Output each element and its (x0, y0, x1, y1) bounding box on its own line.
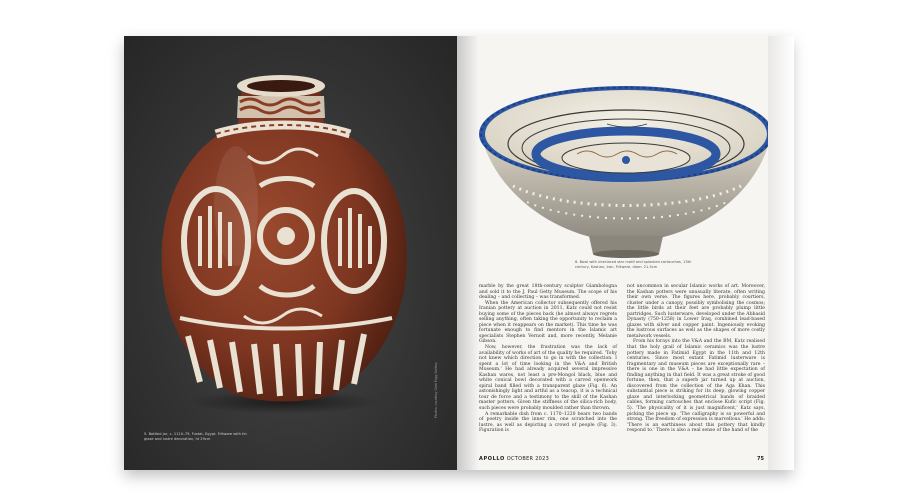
paragraph: When the American collector subsequently offered his Iranian pottery at auction in 2011, Katz could not resist buying some of the pieces back (he almost always regrets selling anything, often taking the opportunity to reclaim a piece when it reappears on the market). This time he was fortunate enough to find mentors in the Islamic art specialists Stephen Vernoit and, more recently, Melanie Gibson. (479, 300, 617, 345)
right-figure-caption: 6. Bowl with interlaced star motif and splashed cartouches, 13th century, Kashan, Iran. Fritware, diam. 21.5cm (575, 260, 692, 269)
page-edge (768, 36, 794, 470)
paragraph: A remarkable dish from c. 1170–1220 bears two bands of poetry inside the inner rim, one scratched into the lustre, as well as depicting a crowd of people (Fig. 3). Figuration is (479, 411, 617, 434)
running-footer (479, 456, 549, 462)
article-column-one (479, 284, 617, 434)
photo-credit: Photos: courtesy Sam Fogg Gallery (434, 362, 438, 418)
left-figure-caption: 5. Bottled jar, c. 1110–79, Fustat, Egypt. Fritware with tin glaze and lustre decoration, ht 29cm (144, 432, 247, 441)
paragraph: marble by the great 18th-century sculptor Giambologna and sold it to the J. Paul Getty Museum. The scope of his dealing – and collecting – was transformed. (479, 284, 617, 301)
kashan-bowl-photo (457, 36, 792, 266)
issue-date: OCTOBER 2023 (506, 456, 550, 462)
fatimid-jar-photo (124, 36, 457, 470)
left-page (124, 36, 457, 470)
paragraph: not uncommon in secular Islamic works of art. Moreover, the Kashan potters were unusually literate, often writing their own verse. The figures here, probably courtiers, cluster under a canopy, possibly symbolising the cosmos; the little birds at their feet are probably plump little partridges. Such lusterware, developed under the Abbasid Dynasty (750–1258) in Lower Iraq, combined lead-based glazes with silver and copper paint. Ingeniously evoking the lustrous surfaces as well as the shapes of more costly metalwork vessels. (627, 284, 765, 339)
page-number: 75 (757, 456, 764, 462)
magazine-spread (124, 36, 792, 470)
paragraph: Now, however, the frustration was the lack of availability of works of art of the quality he required. 'Toby not knew which direction to go in with the collection. I spent a lot of time looking in the V&A and British Museum.' He had already acquired several impressive Kashan wares, not least a pre-Mongol black, blue and white conical bowl decorated with a carved openwork spiral band filled with a transparent glaze (Fig. 6). An astonishingly light and artful as a teacup, it is a technical tour de force and a testimony to the skill of the Kashan master potters. Given the stiffness of the silica-rich body, such pieces were probably moulded rather than thrown. (479, 345, 617, 412)
magazine-name: APOLLO (479, 456, 505, 462)
article-column-two (627, 284, 765, 434)
article-body (457, 284, 792, 454)
right-page (457, 36, 792, 470)
paragraph: From his forays into the V&A and the BM, Katz realised that the holy grail of Islamic ceramics was the lustre pottery made in Fatimid Egypt in the 11th and 12th centuries. Since most extant Fatimid lusterware is fragmentary and museum pieces are exceptionally rare – there is one in the V&A – he had little expectation of finding anything in that field. It was a great stroke of good fortune, then, that a superb jar turned up at auction, discovered from the collection of the Aga Khan. This substantial piece is striking for its deep, glowing copper glaze and interlocking geometrical bands of braided cables, forming cartouches that enclose Kufic script (Fig. 5). 'The physicality of it is just magnificent,' Katz says, picking the piece up. 'The calligraphy is so powerful and strong. The freedom of expression is marvellous.' He adds: 'There is an earthiness about this pottery that kindly respond to.' There is also a real sense of the hand of the (627, 339, 765, 434)
